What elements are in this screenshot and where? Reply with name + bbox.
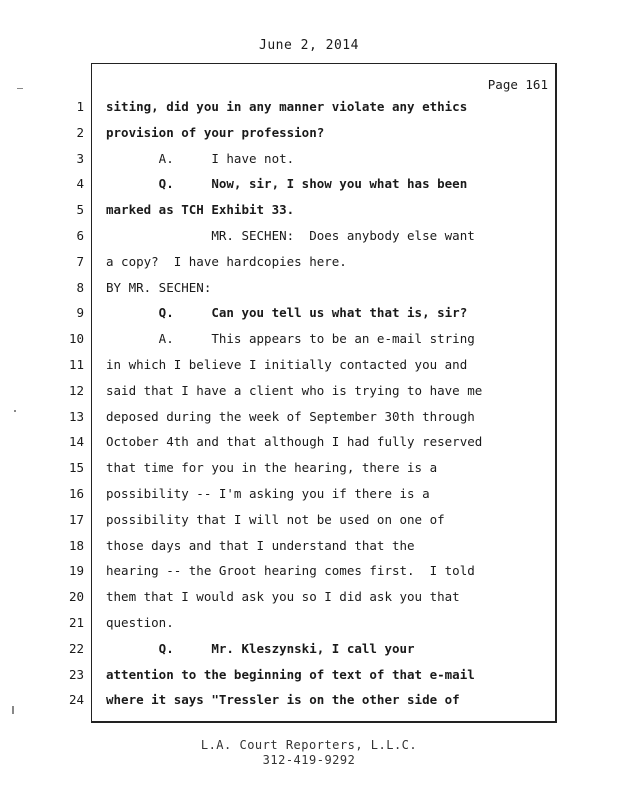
line-text: marked as TCH Exhibit 33. — [106, 202, 295, 217]
line-text: where it says "Tressler is on the other side of — [106, 692, 460, 707]
line-text: provision of your profession? — [106, 125, 325, 140]
line-number: 14 — [68, 434, 84, 449]
line-text: Q. Can you tell us what that is, sir? — [106, 305, 468, 320]
line-number: 1 — [76, 99, 84, 114]
line-text: possibility -- I'm asking you if there is a — [106, 486, 430, 501]
header-date: June 2, 2014 — [259, 38, 359, 53]
line-text: siting, did you in any manner violate any ethics — [106, 99, 468, 114]
line-number: 7 — [76, 254, 84, 269]
line-text: those days and that I understand that the — [106, 538, 415, 553]
page-number: Page 161 — [487, 77, 548, 92]
line-number: 24 — [68, 692, 84, 707]
line-text: October 4th and that although I had fully reserved — [106, 434, 483, 449]
line-number: 9 — [76, 305, 84, 320]
line-number: 16 — [68, 486, 84, 501]
line-number: 18 — [68, 538, 84, 553]
scan-speck — [12, 706, 14, 714]
line-number: 23 — [68, 667, 84, 682]
line-text: BY MR. SECHEN: — [106, 280, 212, 295]
line-number: 13 — [68, 409, 84, 424]
line-number: 2 — [76, 125, 84, 140]
scan-speck — [14, 410, 16, 412]
line-number: 19 — [68, 563, 84, 578]
line-number: 5 — [76, 202, 84, 217]
line-text: that time for you in the hearing, there is a — [106, 460, 438, 475]
line-text: a copy? I have hardcopies here. — [106, 254, 347, 269]
line-text: A. I have not. — [106, 151, 295, 166]
line-number: 21 — [68, 615, 84, 630]
line-text: Q. Mr. Kleszynski, I call your — [106, 641, 415, 656]
line-number: 12 — [68, 383, 84, 398]
line-text: in which I believe I initially contacted you and — [106, 357, 468, 372]
line-number: 22 — [68, 641, 84, 656]
line-number: 3 — [76, 151, 84, 166]
footer-company: L.A. Court Reporters, L.L.C. — [200, 738, 418, 752]
line-number: 15 — [68, 460, 84, 475]
line-text: said that I have a client who is trying to have me — [106, 383, 483, 398]
line-text: possibility that I will not be used on one of — [106, 512, 445, 527]
line-text: them that I would ask you so I did ask you that — [106, 589, 460, 604]
line-text: question. — [106, 615, 174, 630]
line-number: 20 — [68, 589, 84, 604]
line-text: deposed during the week of September 30th through — [106, 409, 475, 424]
line-text: Q. Now, sir, I show you what has been — [106, 176, 468, 191]
line-text: hearing -- the Groot hearing comes first. I told — [106, 563, 475, 578]
line-text: MR. SECHEN: Does anybody else want — [106, 228, 475, 243]
line-text: attention to the beginning of text of that e-mail — [106, 667, 475, 682]
line-number: 17 — [68, 512, 84, 527]
line-text: A. This appears to be an e-mail string — [106, 331, 475, 346]
scan-speck — [17, 88, 23, 89]
line-number: 11 — [68, 357, 84, 372]
footer-phone: 312-419-9292 — [262, 753, 356, 767]
line-number: 6 — [76, 228, 84, 243]
line-number: 4 — [76, 176, 84, 191]
line-number: 8 — [76, 280, 84, 295]
line-number: 10 — [68, 331, 84, 346]
